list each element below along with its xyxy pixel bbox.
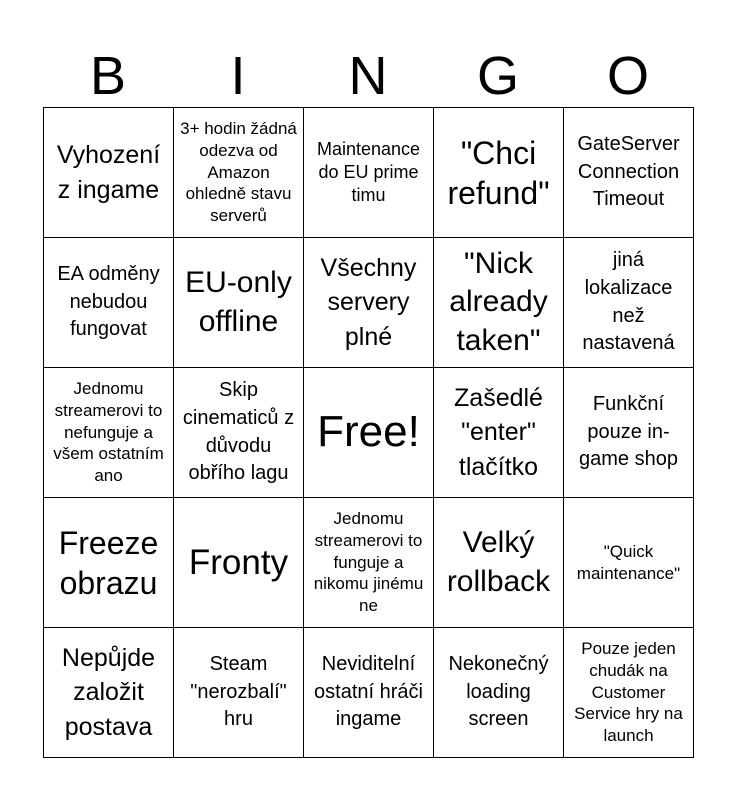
cell-text: Maintenance do EU prime timu — [316, 138, 421, 206]
bingo-cell-r3c4[interactable] — [434, 368, 564, 498]
cell-text: Neviditelní ostatní hráči ingame — [314, 653, 423, 731]
cell-text: Nepůjde založit postava — [61, 643, 156, 741]
bingo-cell-r2c1[interactable] — [44, 238, 174, 368]
bingo-cell-r1c2[interactable] — [174, 108, 304, 238]
bingo-cell-r2c4[interactable] — [434, 238, 564, 368]
bingo-cell-free[interactable] — [304, 368, 434, 498]
bingo-cell-r5c3[interactable] — [304, 628, 434, 758]
cell-text: Freeze obrazu — [58, 524, 159, 601]
header-letter-i: I — [230, 46, 246, 106]
cell-text: Zašedlé "enter" tlačítko — [454, 383, 543, 481]
cell-text: Vyhození z ingame — [56, 141, 161, 204]
cell-text: "Quick maintenance" — [576, 541, 681, 583]
bingo-cell-r4c4[interactable] — [434, 498, 564, 628]
bingo-cell-r1c3[interactable] — [304, 108, 434, 238]
cell-text: Jednomu streamerovi to nefunguje a všem ostatním ano — [53, 379, 164, 486]
bingo-cell-r1c4[interactable] — [434, 108, 564, 238]
bingo-cell-r5c5[interactable] — [564, 628, 694, 758]
bingo-cell-r5c1[interactable] — [44, 628, 174, 758]
cell-text: Fronty — [188, 542, 289, 582]
bingo-cell-r4c1[interactable] — [44, 498, 174, 628]
header-letter-b: B — [89, 46, 127, 106]
cell-text: Jednomu streamerovi to funguje a nikomu jinému ne — [313, 509, 424, 616]
cell-text: jiná lokalizace než nastavená — [582, 249, 675, 355]
cell-text: "Nick already taken" — [449, 246, 548, 357]
cell-text: Funkční pouze in-game shop — [579, 393, 678, 471]
cell-text: Nekonečný loading screen — [448, 653, 549, 731]
bingo-cell-r3c1[interactable] — [44, 368, 174, 498]
bingo-board — [43, 107, 694, 758]
cell-text: Pouze jeden chudák na Customer Service hry na launch — [574, 639, 683, 746]
cell-text: Velký rollback — [446, 526, 551, 598]
bingo-cell-r4c5[interactable] — [564, 498, 694, 628]
bingo-cell-r1c5[interactable] — [564, 108, 694, 238]
bingo-cell-r3c2[interactable] — [174, 368, 304, 498]
cell-text: Všechny servery plné — [320, 253, 417, 351]
bingo-header — [43, 45, 693, 107]
bingo-cell-r3c5[interactable] — [564, 368, 694, 498]
header-letter-n: N — [348, 46, 388, 106]
bingo-cell-r5c4[interactable] — [434, 628, 564, 758]
bingo-cell-r2c5[interactable] — [564, 238, 694, 368]
header-letter-g: G — [476, 46, 519, 106]
header-letter-o: O — [606, 46, 649, 106]
bingo-cell-r2c3[interactable] — [304, 238, 434, 368]
cell-text: EA odměny nebudou fungovat — [57, 263, 160, 341]
bingo-cell-r5c2[interactable] — [174, 628, 304, 758]
cell-text: Steam "nerozbalí" hru — [190, 653, 287, 731]
bingo-cell-r1c1[interactable] — [44, 108, 174, 238]
free-space-text: Free! — [317, 407, 420, 457]
cell-text: Skip cinematiců z důvodu obřího lagu — [182, 379, 295, 485]
bingo-cell-r4c3[interactable] — [304, 498, 434, 628]
cell-text: EU-only offline — [185, 266, 292, 338]
bingo-cell-r4c2[interactable] — [174, 498, 304, 628]
cell-text: 3+ hodin žádná odezva od Amazon ohledně stavu serverů — [180, 119, 297, 226]
cell-text: "Chci refund" — [447, 134, 550, 211]
bingo-cell-r2c2[interactable] — [174, 238, 304, 368]
cell-text: GateServer Connection Timeout — [577, 133, 680, 211]
